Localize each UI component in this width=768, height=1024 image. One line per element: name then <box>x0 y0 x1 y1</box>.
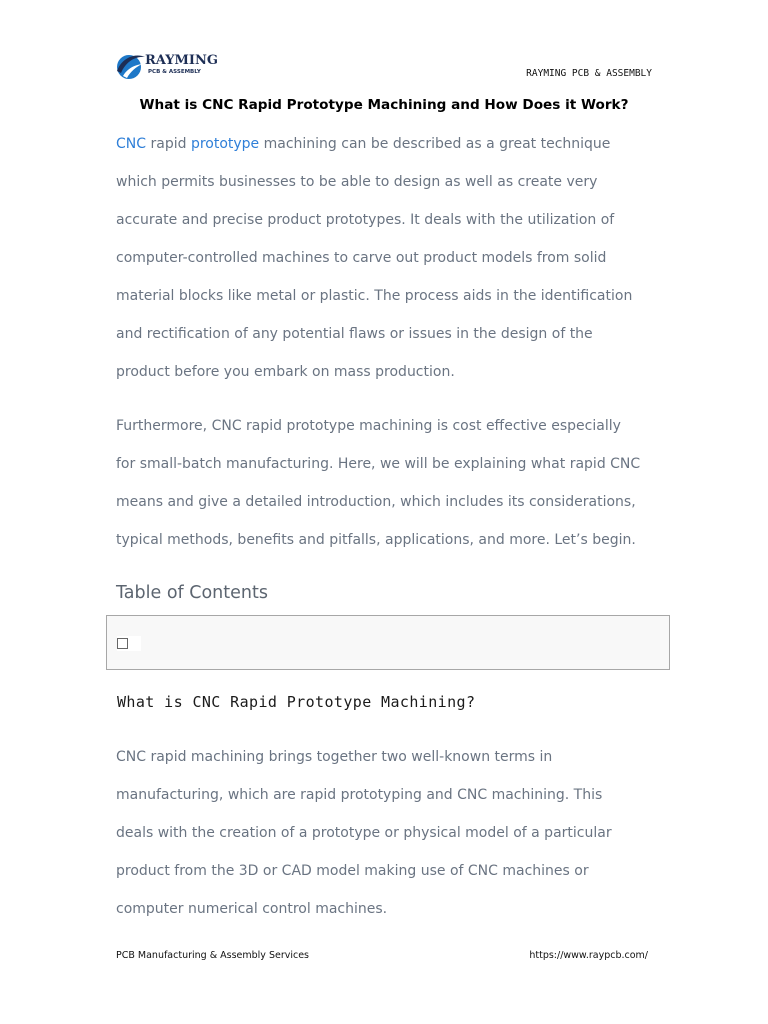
prototype-link[interactable]: prototype <box>190 136 260 152</box>
second-paragraph <box>116 407 656 559</box>
line1-rest: machining can be described as a great technique <box>259 136 611 152</box>
rayming-logo <box>114 50 224 82</box>
paragraph-line: computer-controlled machines to carve out product models from solid <box>116 250 607 266</box>
section-paragraph <box>116 738 656 928</box>
paragraph-line: product before you embark on mass production. <box>116 364 455 380</box>
intro-paragraph <box>116 125 656 391</box>
paragraph-line: computer numerical control machines. <box>116 901 388 917</box>
header-company-label: RAYMING PCB & ASSEMBLY <box>526 68 652 79</box>
rayming-logo-icon <box>114 51 146 81</box>
paragraph-line: typical methods, benefits and pitfalls, applications, and more. Let’s begin. <box>116 532 636 548</box>
paragraph-line: for small-batch manufacturing. Here, we will be explaining what rapid CNC <box>116 456 641 472</box>
document-title: What is CNC Rapid Prototype Machining and How Does it Work? <box>139 97 629 113</box>
paragraph-line: means and give a detailed introduction, which includes its considerations, <box>116 494 636 510</box>
paragraph-line: deals with the creation of a prototype or physical model of a particular <box>116 825 612 841</box>
paragraph-line <box>116 125 656 163</box>
checkbox-toggle-icon <box>117 638 128 649</box>
paragraph-line: which permits businesses to be able to design as well as create very <box>116 174 598 190</box>
cnc-link[interactable]: CNC <box>116 136 147 152</box>
toc-heading: Table of Contents <box>116 583 268 603</box>
paragraph-line: CNC rapid machining brings together two well-known terms in <box>116 749 553 765</box>
footer-services-label: PCB Manufacturing & Assembly Services <box>116 950 310 961</box>
logo-name: RAYMING <box>145 53 218 68</box>
toc-toggle-button[interactable] <box>117 636 141 651</box>
paragraph-line: product from the 3D or CAD model making use of CNC machines or <box>116 863 589 879</box>
paragraph-line: material blocks like metal or plastic. The process aids in the identification <box>116 288 633 304</box>
paragraph-line: Furthermore, CNC rapid prototype machining is cost effective especially <box>116 418 621 434</box>
footer-url[interactable]: https://www.raypcb.com/ <box>529 950 648 961</box>
toc-container <box>106 615 670 670</box>
section-heading: What is CNC Rapid Prototype Machining? <box>117 693 476 711</box>
paragraph-line: accurate and precise product prototypes. It deals with the utilization of <box>116 212 615 228</box>
logo-subtitle: PCB & ASSEMBLY <box>148 69 201 75</box>
text-rapid: rapid <box>146 136 191 152</box>
paragraph-line: and rectification of any potential flaws or issues in the design of the <box>116 326 593 342</box>
paragraph-line: manufacturing, which are rapid prototyping and CNC machining. This <box>116 787 603 803</box>
